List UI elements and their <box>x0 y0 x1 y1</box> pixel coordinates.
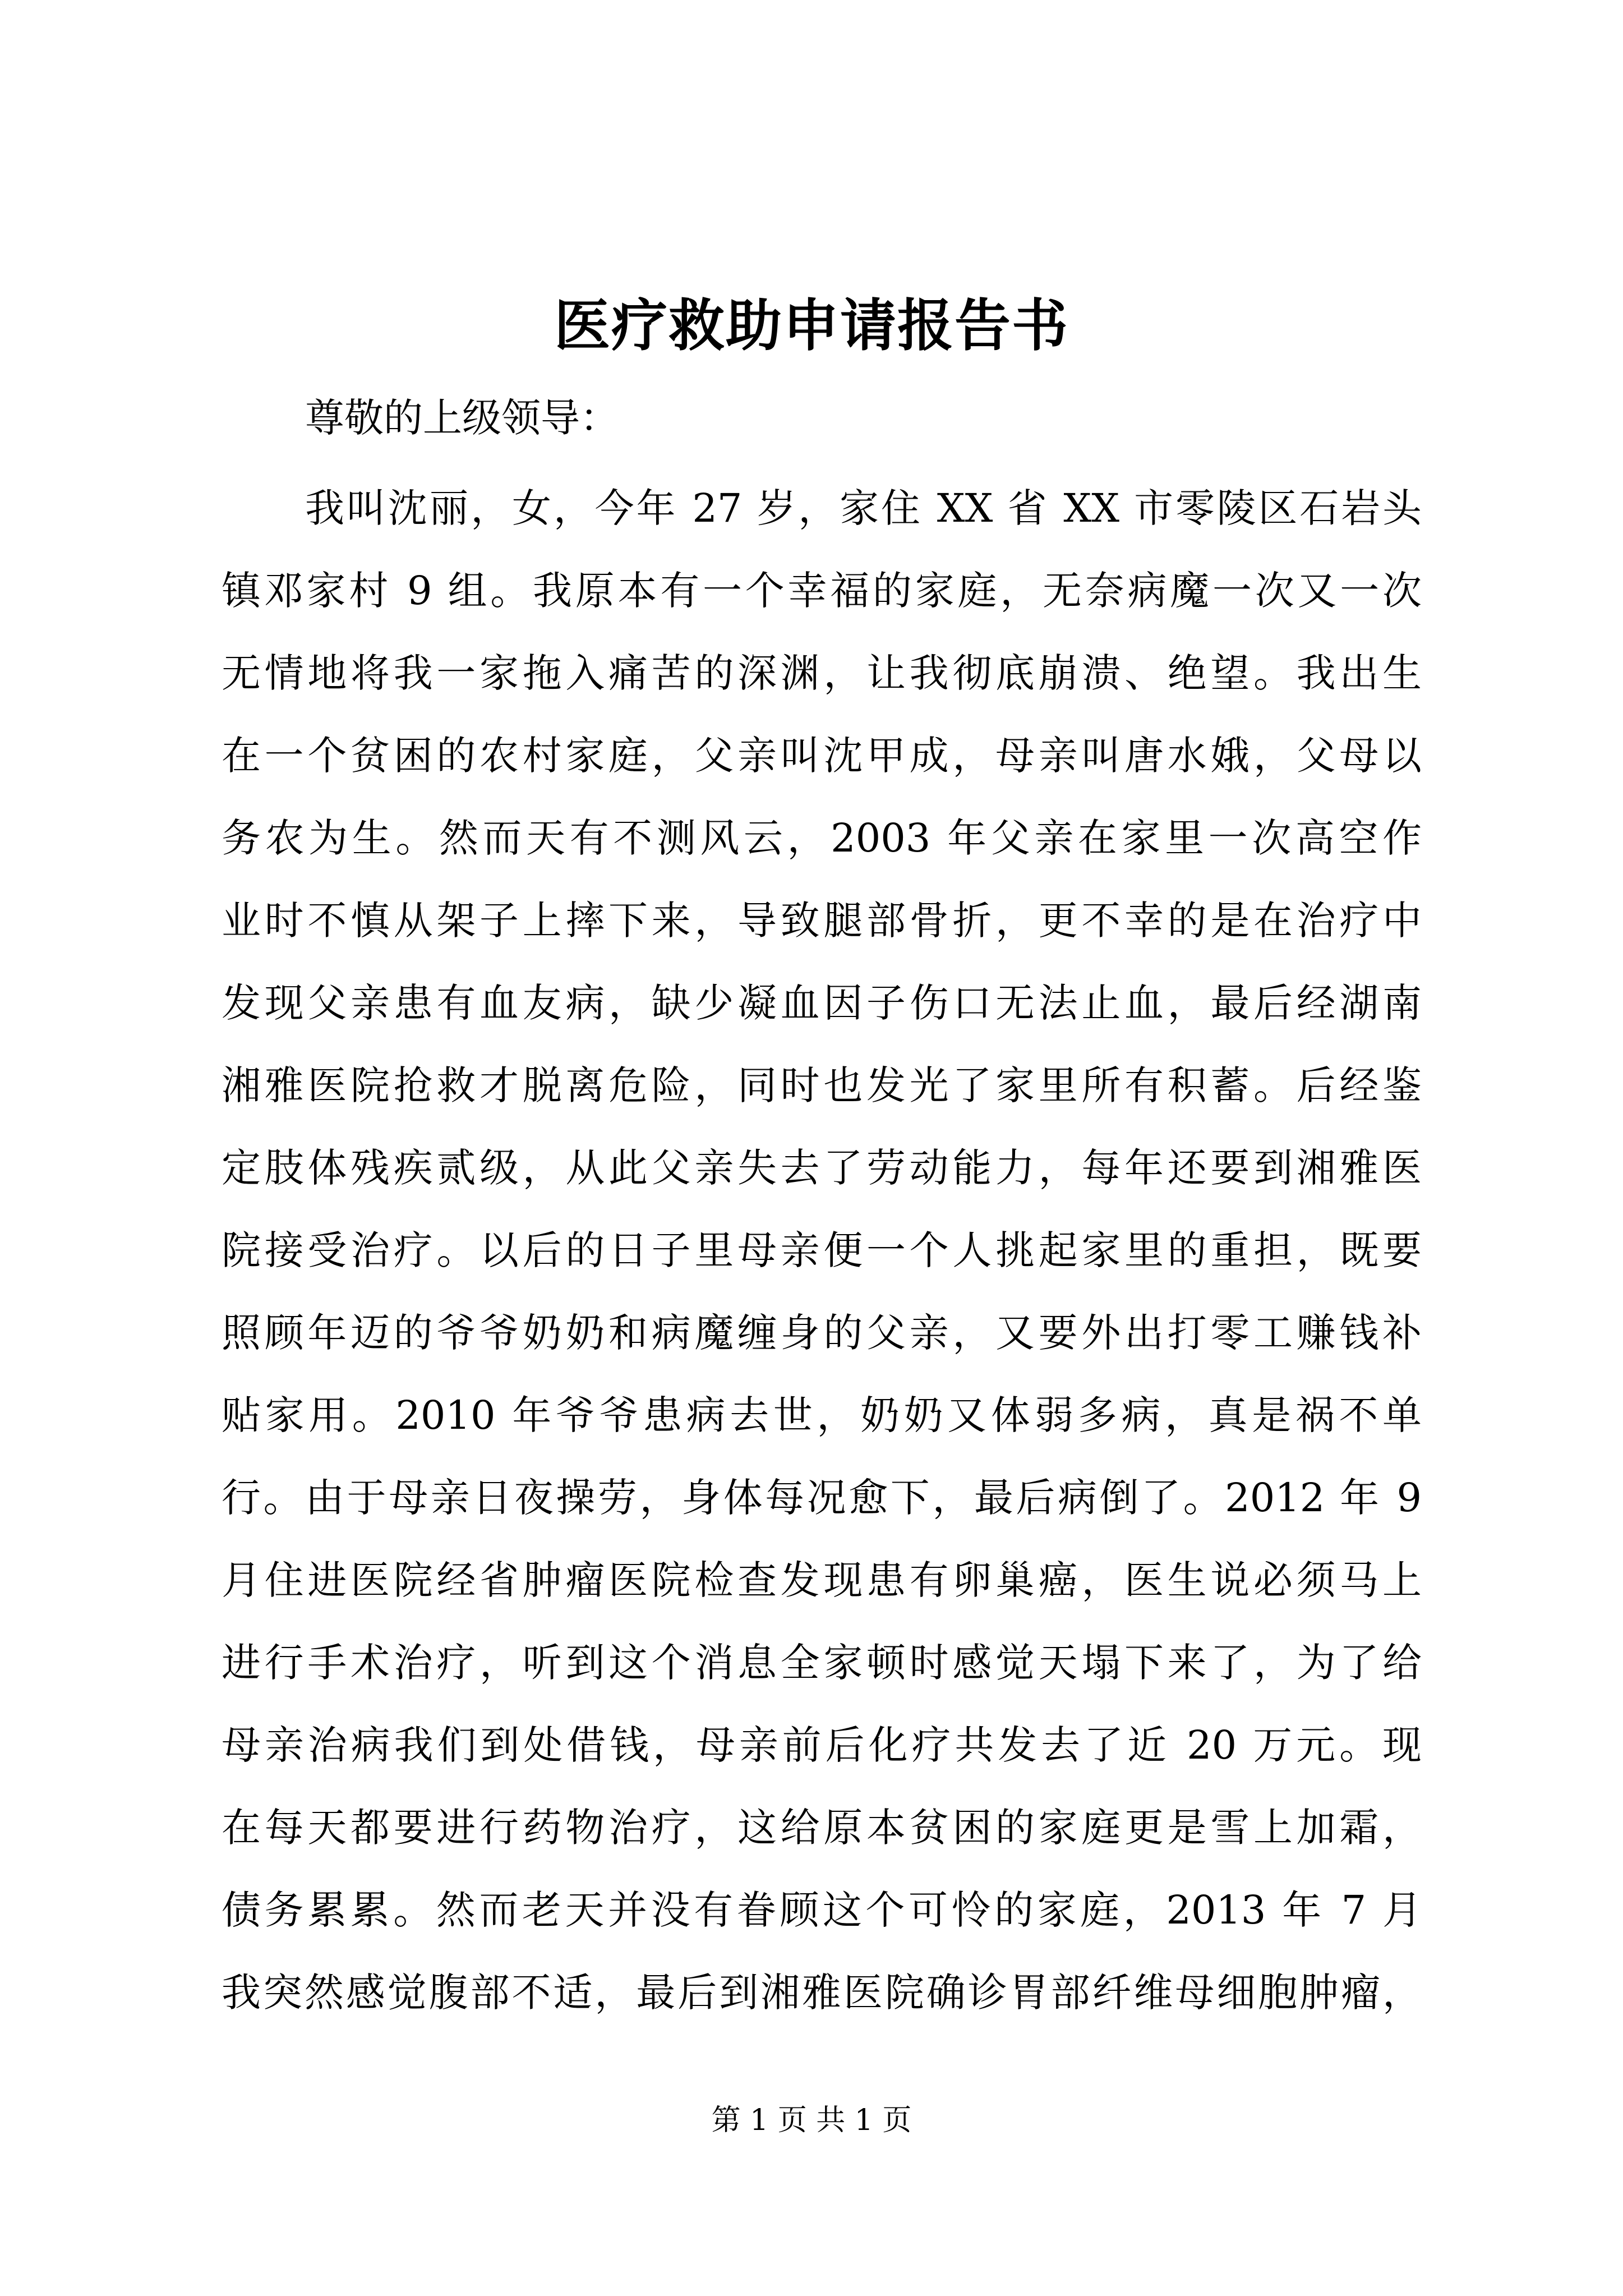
body-line: 月住进医院经省肿瘤医院检查发现患有卵巢癌，医生说必须马上 <box>222 1557 1422 1603</box>
body-line: 院接受治疗。以后的日子里母亲便一个人挑起家里的重担，既要 <box>222 1227 1422 1273</box>
body-line: 进行手术治疗，听到这个消息全家顿时感觉天塌下来了，为了给 <box>222 1640 1422 1686</box>
body-line: 务农为生。然而天有不测风云，2003 年父亲在家里一次高空作 <box>222 815 1422 861</box>
body-line: 定肢体残疾贰级，从此父亲失去了劳动能力，每年还要到湘雅医 <box>222 1145 1422 1191</box>
salutation: 尊敬的上级领导： <box>305 395 619 441</box>
body-line: 在一个贫困的农村家庭，父亲叫沈甲成，母亲叫唐水娥，父母以 <box>222 733 1422 779</box>
body-line: 母亲治病我们到处借钱，母亲前后化疗共发去了近 20 万元。现 <box>222 1722 1422 1768</box>
body-line: 行。由于母亲日夜操劳，身体每况愈下，最后病倒了。2012 年 9 <box>222 1475 1422 1521</box>
body-line: 在每天都要进行药物治疗，这给原本贫困的家庭更是雪上加霜， <box>222 1805 1422 1851</box>
body-line: 发现父亲患有血友病，缺少凝血因子伤口无法止血，最后经湖南 <box>222 980 1422 1026</box>
body-line: 贴家用。2010 年爷爷患病去世，奶奶又体弱多病，真是祸不单 <box>222 1392 1422 1438</box>
body-line: 镇邓家村 9 组。我原本有一个幸福的家庭，无奈病魔一次又一次 <box>222 568 1422 614</box>
body-line: 业时不慎从架子上摔下来，导致腿部骨折，更不幸的是在治疗中 <box>222 898 1422 944</box>
body-line: 无情地将我一家拖入痛苦的深渊，让我彻底崩溃、绝望。我出生 <box>222 650 1422 696</box>
body-line: 我叫沈丽，女，今年 27 岁，家住 XX 省 XX 市零陵区石岩头 <box>305 485 1422 531</box>
body-text <box>222 467 1422 2034</box>
body-line: 湘雅医院抢救才脱离危险，同时也发光了家里所有积蓄。后经鉴 <box>222 1062 1422 1108</box>
body-line: 照顾年迈的爷爷奶奶和病魔缠身的父亲，又要外出打零工赚钱补 <box>222 1310 1422 1356</box>
document-title: 医疗救助申请报告书 <box>554 292 1069 358</box>
body-line: 我突然感觉腹部不适，最后到湘雅医院确诊胃部纤维母细胞肿瘤， <box>222 1970 1422 2016</box>
body-line: 债务累累。然而老天并没有眷顾这个可怜的家庭，2013 年 7 月 <box>222 1887 1422 1933</box>
page-footer: 第 1 页 共 1 页 <box>711 2104 912 2137</box>
